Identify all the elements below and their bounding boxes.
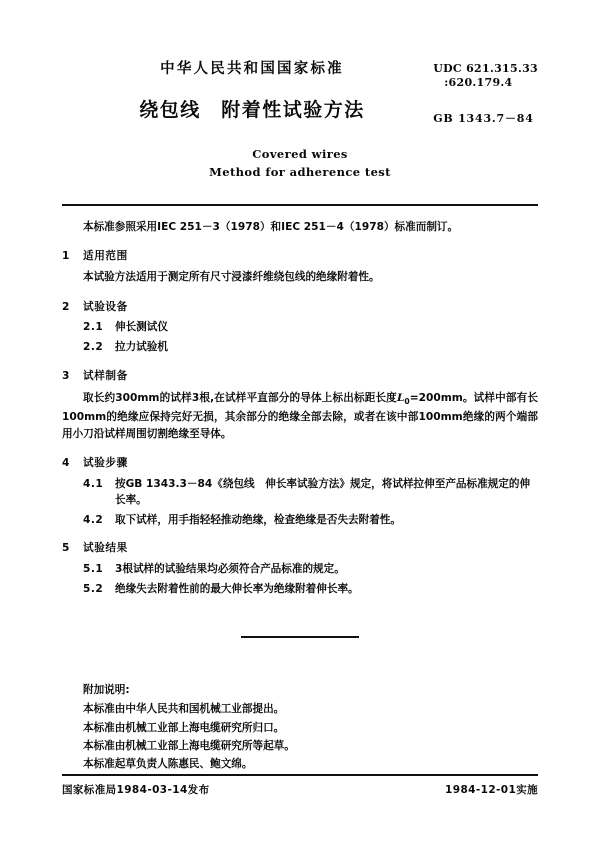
clause-4-1 xyxy=(62,477,538,509)
divider-line xyxy=(241,636,359,638)
section-2-number: 2 xyxy=(62,300,70,313)
effective-date: 1984-12-01实施 xyxy=(445,784,538,796)
addendum-block xyxy=(62,681,538,773)
english-title-line-2: Method for adherence test xyxy=(209,164,391,179)
clause-5-1-text: 3根试样的试验结果均必须符合产品标准的规定。 xyxy=(115,563,345,576)
addendum-line-4: 本标准起草负责人陈惠民、鲍文绵。 xyxy=(83,758,253,770)
document-body xyxy=(62,220,538,599)
clause-4-2-number: 4.2 xyxy=(83,513,104,526)
section-1-title: 适用范围 xyxy=(83,249,128,262)
section-3-number: 3 xyxy=(62,370,70,383)
section-3-text-pre: 取长约300mm的试样3根,在试样平直部分的导体上标出标距长度 xyxy=(83,392,397,405)
section-3-heading xyxy=(62,369,538,385)
section-5 xyxy=(62,541,538,598)
addendum-line-2: 本标准由机械工业部上海电缆研究所归口。 xyxy=(83,721,285,734)
section-3-text-post: =200mm。试样中部有长100mm的绝缘应保持完好无损，其余部分的绝缘全部去除，或者在该中部100mm绝缘的两个端部用小刀沿试样周围切割绝缘至导体。 xyxy=(62,392,538,440)
clause-4-1-text: 按GB 1343.3－84《绕包线 伸长率试验方法》规定，将试样拉伸至产品标准规定的伸长率。 xyxy=(115,477,531,506)
clause-4-1-number: 4.1 xyxy=(83,477,104,490)
masthead xyxy=(62,0,538,130)
clause-5-2-number: 5.2 xyxy=(83,583,104,596)
section-4-title: 试验步骤 xyxy=(83,456,128,469)
page-title: 绕包线 附着性试验方法 xyxy=(139,98,365,121)
clause-5-1 xyxy=(62,562,538,578)
clause-2-2-number: 2.2 xyxy=(83,341,104,354)
clause-2-1-text: 伸长测试仪 xyxy=(115,321,168,334)
udc-line-2: :620.179.4 xyxy=(444,75,513,89)
standard-codes xyxy=(433,62,538,125)
clause-5-1-number: 5.1 xyxy=(83,563,104,576)
clause-2-1-number: 2.1 xyxy=(83,321,104,334)
clause-2-2-text: 拉力试验机 xyxy=(115,341,168,354)
gauge-length-subscript: 0 xyxy=(404,397,410,407)
udc-line-1: UDC 621.315.33 xyxy=(433,62,538,75)
section-4 xyxy=(62,456,538,529)
addendum-heading: 附加说明: xyxy=(83,684,130,697)
page-footer xyxy=(62,774,538,797)
footer-divider-rule xyxy=(62,774,538,776)
section-1-paragraph: 本试验方法适用于测定所有尺寸浸漆纤维绕包线的绝缘附着性。 xyxy=(83,271,380,284)
section-3 xyxy=(62,369,538,443)
section-1 xyxy=(62,249,538,287)
national-standard-title: 中华人民共和国国家标准 xyxy=(160,61,344,77)
english-title-line-1: Covered wires xyxy=(252,147,348,161)
intro-paragraph: 本标准参照采用IEC 251－3（1978）和IEC 251－4（1978）标准而制订。 xyxy=(83,220,459,233)
section-1-number: 1 xyxy=(62,249,70,262)
clause-4-2-text: 取下试样，用手指轻轻推动绝缘，检查绝缘是否失去附着性。 xyxy=(115,513,402,526)
section-4-number: 4 xyxy=(62,456,70,469)
standard-number: GB 1343.7－84 xyxy=(433,111,534,125)
clause-5-2 xyxy=(62,582,538,598)
header-divider-rule xyxy=(62,204,538,206)
section-1-heading xyxy=(62,249,538,265)
clause-2-2 xyxy=(62,340,538,356)
section-3-title: 试样制备 xyxy=(83,370,128,383)
section-5-title: 试验结果 xyxy=(83,542,128,555)
section-divider xyxy=(62,626,538,645)
clause-4-2 xyxy=(62,513,538,529)
section-4-heading xyxy=(62,456,538,472)
addendum-line-1: 本标准由中华人民共和国机械工业部提出。 xyxy=(83,703,285,716)
issued-date: 国家标准局1984-03-14发布 xyxy=(62,784,210,796)
section-2 xyxy=(62,300,538,357)
clause-2-1 xyxy=(62,320,538,336)
section-2-heading xyxy=(62,300,538,316)
section-3-paragraph xyxy=(62,390,538,443)
section-5-number: 5 xyxy=(62,542,70,555)
english-title xyxy=(62,146,538,182)
footer-row xyxy=(62,782,538,797)
addendum-line-3: 本标准由机械工业部上海电缆研究所等起草。 xyxy=(83,739,295,752)
clause-5-2-text: 绝缘失去附着性前的最大伸长率为绝缘附着伸长率。 xyxy=(115,583,359,596)
section-5-heading xyxy=(62,541,538,557)
gauge-length-symbol: L xyxy=(396,392,405,405)
section-2-title: 试验设备 xyxy=(83,300,128,313)
